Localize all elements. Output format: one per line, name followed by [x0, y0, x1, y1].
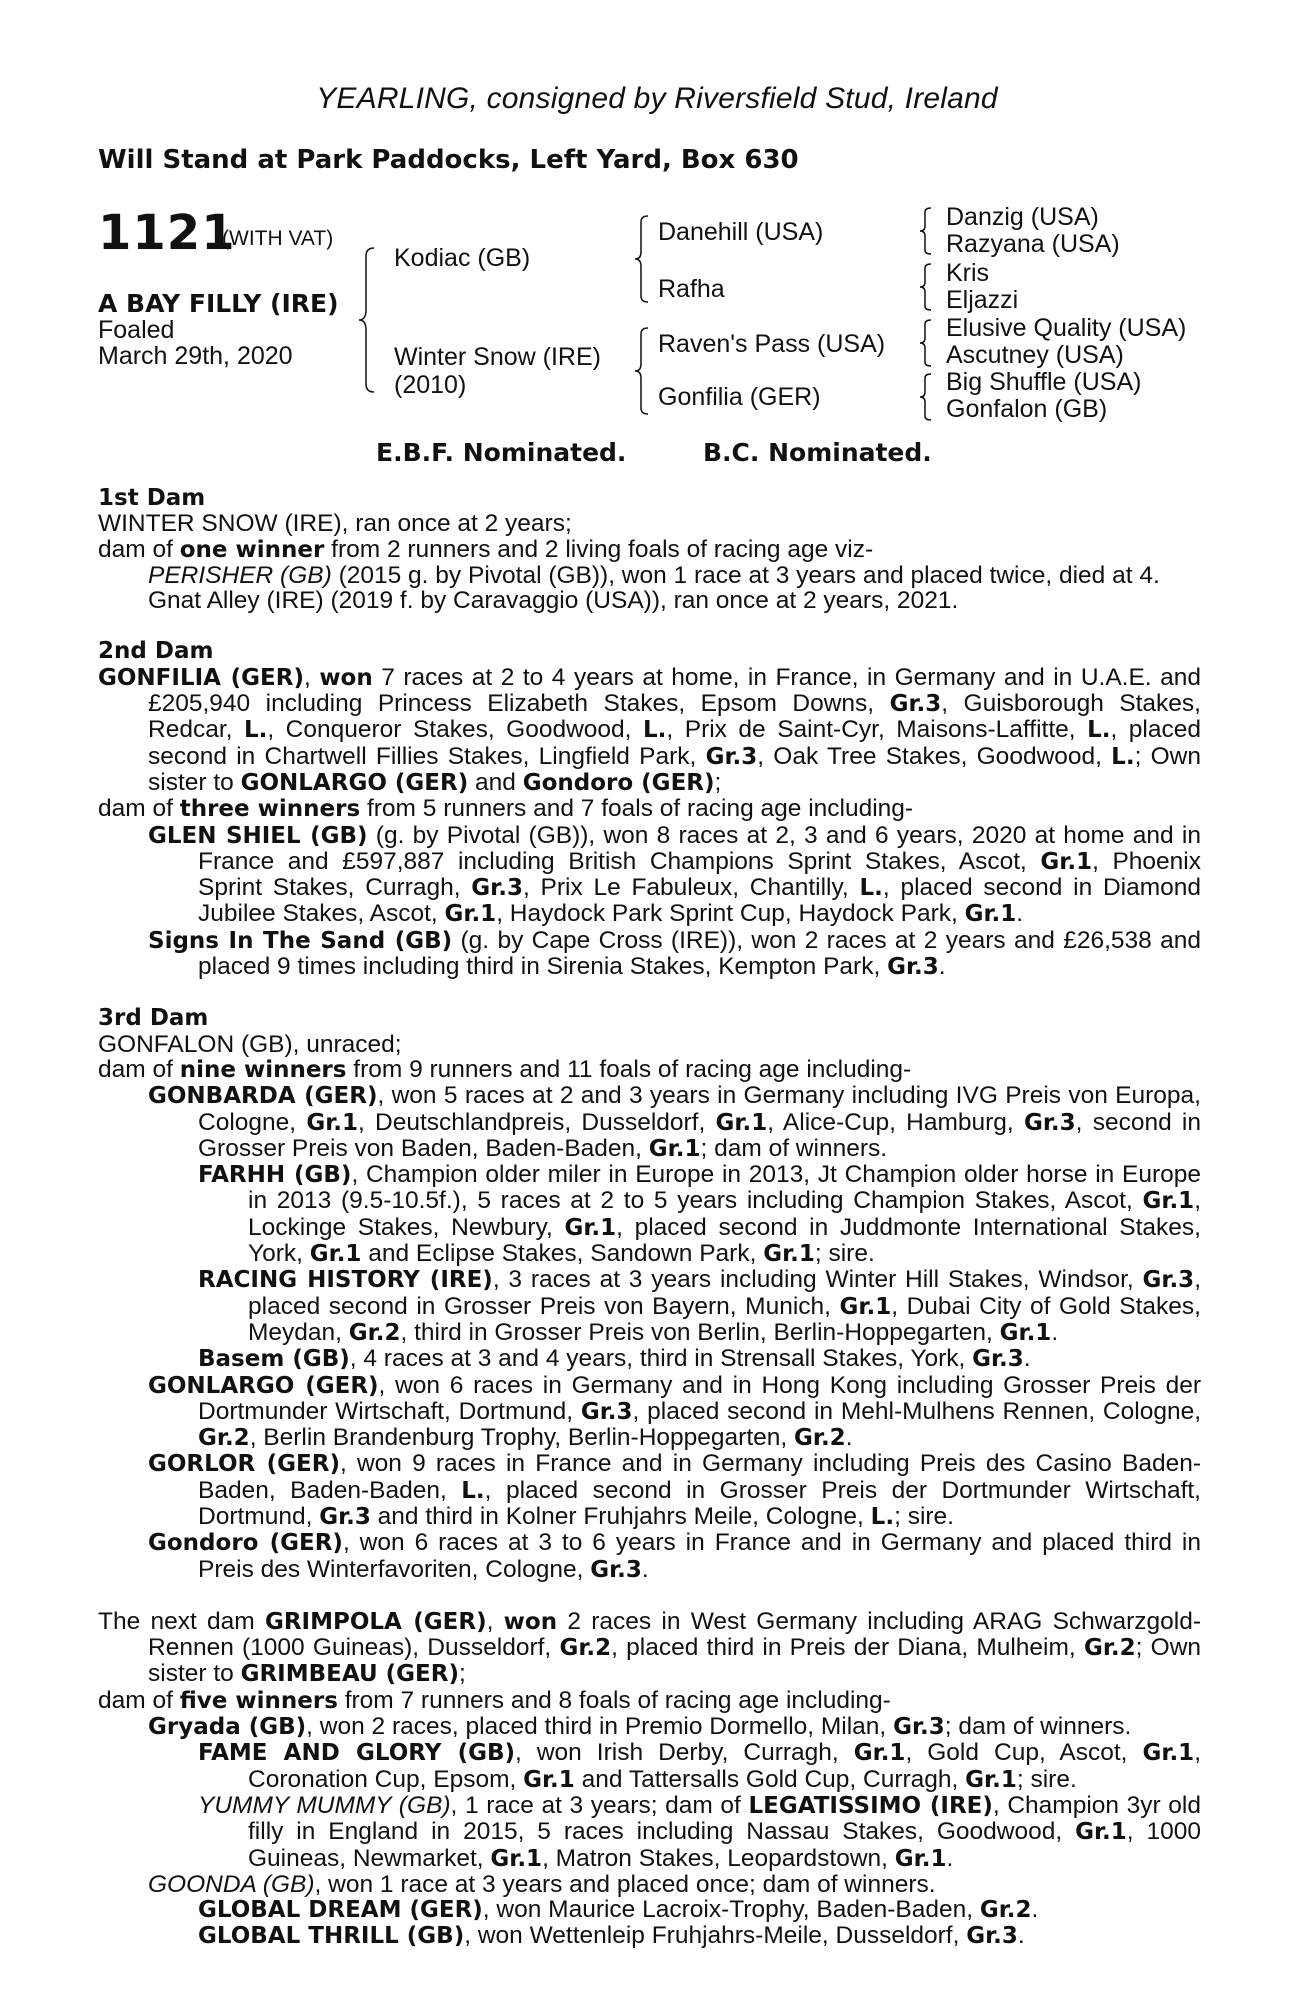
second-dam-produce: dam of three winners from 5 runners and 7 foals of racing age including- [98, 795, 914, 823]
produce-perisher: PERISHER (GB) (2015 g. by Pivotal (GB)), won 1 race at 3 years and placed twice, died at 4. [148, 561, 1160, 589]
dam-year: (2010) [394, 371, 467, 399]
next-dam-entry: The next dam GRIMPOLA (GER), won 2 races in West Germany including ARAG Schwarzgold-Rennen (1000 Guineas), Dusseldorf, Gr.2, placed third in Preis der Diana, Mulheim, Gr.2; Own sister to GRIMBEAU (GER); [98, 1607, 1202, 1688]
bc-nomination: B.C. Nominated. [703, 438, 932, 467]
horse-description: A BAY FILLY (IRE) [98, 289, 339, 318]
catalogue-body [98, 486, 1201, 1950]
ggp-5: Elusive Quality (USA) [946, 314, 1187, 342]
first-dam-produce: dam of one winner from 2 runners and 2 living foals of racing age viz- [98, 535, 874, 563]
ggp-6: Ascutney (USA) [946, 341, 1124, 369]
foaled-date: March 29th, 2020 [98, 342, 293, 370]
vat-note: (WITH VAT) [222, 227, 334, 250]
stand-location: Will Stand at Park Paddocks, Left Yard, Box 630 [98, 145, 799, 175]
sire: Kodiac (GB) [394, 244, 531, 272]
entry-gonbarda: GONBARDA (GER), won 5 races at 2 and 3 years in Germany including IVG Preis von Europa, Cologne, Gr.1, Deutschlandpreis, Dusseldorf, Gr.1, Alice-Cup, Hamburg, Gr.3, second in Grosser Preis von Baden, Baden-Baden, Gr.1; dam of winners. [148, 1082, 1201, 1162]
entry-glen-shiel: GLEN SHIEL (GB) (g. by Pivotal (GB)), won 8 races at 2, 3 and 6 years, 2020 at home and in France and £597,887 including British Champions Sprint Stakes, Ascot, Gr.1, Phoenix Sprint Stakes, Curragh, Gr.3, Prix Le Fabuleux, Chantilly, L., placed second in Diamond Jubilee Stakes, Ascot, Gr.1, Haydock Park Sprint Cup, Haydock Park, Gr.1. [148, 821, 1202, 928]
entry-signs-in-the-sand: Signs In The Sand (GB) (g. by Cape Cross (IRE)), won 2 races at 2 years and £26,538 and placed 9 times including third in Sirenia Stakes, Kempton Park, Gr.3. [148, 926, 1201, 981]
ggp-8: Gonfalon (GB) [946, 395, 1108, 423]
second-dam-entry: GONFILIA (GER), won 7 races at 2 to 4 years at home, in France, in Germany and in U.A.E. and £205,940 including Princess Elizabeth Stakes, Epsom Downs, Gr.3, Guisborough Stakes, Redcar, L., Conqueror Stakes, Goodwood, L., Prix de Saint-Cyr, Maisons-Laffitte, L., placed second in Chartwell Fillies Stakes, Lingfield Park, Gr.3, Oak Tree Stakes, Goodwood, L.; Own sister to GONLARGO (GER) and Gondoro (GER); [98, 663, 1201, 796]
ggp-1: Danzig (USA) [946, 203, 1099, 231]
first-dam-heading: 1st Dam [98, 485, 206, 511]
entry-global-dream: GLOBAL DREAM (GER), won Maurice Lacroix-Trophy, Baden-Baden, Gr.2. [198, 1896, 1039, 1924]
entry-fame-and-glory: FAME AND GLORY (GB), won Irish Derby, Curragh, Gr.1, Gold Cup, Ascot, Gr.1, Coronation Cup, Epsom, Gr.1 and Tattersalls Gold Cup, Curragh, Gr.1; sire. [198, 1739, 1201, 1793]
foaled-label: Foaled [98, 316, 175, 344]
dam: Winter Snow (IRE) [394, 343, 601, 371]
ebf-nomination: E.B.F. Nominated. [376, 438, 627, 467]
pedigree-brace-sire [632, 214, 652, 304]
pedigree-brace-dam [632, 326, 652, 416]
dam-dam: Gonfilia (GER) [658, 383, 821, 411]
entry-gorlor: GORLOR (GER), won 9 races in France and in Germany including Preis des Casino Baden-Baden, Baden-Baden, L., placed second in Grosser Preis der Dortmunder Wirtschaft, Dortmund, Gr.3 and third in Kolner Fruhjahrs Meile, Cologne, L.; sire. [148, 1450, 1201, 1530]
entry-gryada: Gryada (GB), won 2 races, placed third in Premio Dormello, Milan, Gr.3; dam of winners. [148, 1713, 1132, 1741]
pedigree-brace-ggp4 [918, 372, 934, 422]
pedigree-brace-ggp3 [918, 318, 934, 368]
entry-racing-history: RACING HISTORY (IRE), 3 races at 3 years including Winter Hill Stakes, Windsor, Gr.3, placed second in Grosser Preis von Bayern, Munich, Gr.1, Dubai City of Gold Stakes, Meydan, Gr.2, third in Grosser Preis von Berlin, Berlin-Hoppegarten, Gr.1. [198, 1266, 1201, 1346]
ggp-3: Kris [946, 259, 990, 287]
ggp-7: Big Shuffle (USA) [946, 368, 1142, 396]
third-dam-line: GONFALON (GB), unraced; [98, 1030, 402, 1058]
ggp-2: Razyana (USA) [946, 230, 1120, 258]
next-dam-produce: dam of five winners from 7 runners and 8 foals of racing age including- [98, 1686, 891, 1714]
dam-sire: Raven's Pass (USA) [658, 330, 886, 358]
lot-number: 1121 [98, 205, 236, 261]
entry-basem: Basem (GB), 4 races at 3 and 4 years, third in Strensall Stakes, York, Gr.3. [198, 1345, 1031, 1373]
produce-gnat-alley: Gnat Alley (IRE) (2019 f. by Caravaggio (USA)), ran once at 2 years, 2021. [148, 587, 959, 615]
second-dam-heading: 2nd Dam [98, 638, 214, 665]
entry-global-thrill: GLOBAL THRILL (GB), won Wettenleip Fruhjahrs-Meile, Dusseldorf, Gr.3. [198, 1922, 1025, 1950]
consignor-heading: YEARLING, consigned by Riversfield Stud, Ireland [316, 82, 998, 115]
ggp-4: Eljazzi [946, 286, 1019, 314]
entry-farhh: FARHH (GB), Champion older miler in Europe in 2013, Jt Champion older horse in Europe in 2013 (9.5-10.5f.), 5 races at 2 to 5 years including Champion Stakes, Ascot, Gr.1, Lockinge Stakes, Newbury, Gr.1, placed second in Juddmonte International Stakes, York, Gr.1 and Eclipse Stakes, Sandown Park, Gr.1; sire. [198, 1161, 1201, 1268]
entry-gondoro: Gondoro (GER), won 6 races at 3 to 6 years in France and in Germany and placed third in Preis des Winterfavoriten, Cologne, Gr.3. [148, 1529, 1202, 1583]
sire-sire: Danehill (USA) [658, 218, 824, 246]
pedigree-brace-main [356, 246, 380, 394]
third-dam-heading: 3rd Dam [98, 1005, 209, 1032]
entry-yummy-mummy: YUMMY MUMMY (GB), 1 race at 3 years; dam of LEGATISSIMO (IRE), Champion 3yr old filly in England in 2015, 5 races including Nassau Stakes, Goodwood, Gr.1, 1000 Guineas, Newmarket, Gr.1, Matron Stakes, Leopardstown, Gr.1. [198, 1791, 1201, 1872]
entry-goonda: GOONDA (GB), won 1 race at 3 years and placed once; dam of winners. [148, 1870, 936, 1898]
pedigree-brace-ggp1 [918, 206, 934, 256]
pedigree-brace-ggp2 [918, 262, 934, 312]
third-dam-produce: dam of nine winners from 9 runners and 11 foals of racing age including- [98, 1055, 912, 1083]
first-dam-line: WINTER SNOW (IRE), ran once at 2 years; [98, 510, 572, 538]
entry-gonlargo: GONLARGO (GER), won 6 races in Germany and in Hong Kong including Grosser Preis der Dortmunder Wirtschaft, Dortmund, Gr.3, placed second in Mehl-Mulhens Rennen, Cologne, Gr.2, Berlin Brandenburg Trophy, Berlin-Hoppegarten, Gr.2. [148, 1371, 1202, 1452]
sire-dam: Rafha [658, 275, 725, 303]
